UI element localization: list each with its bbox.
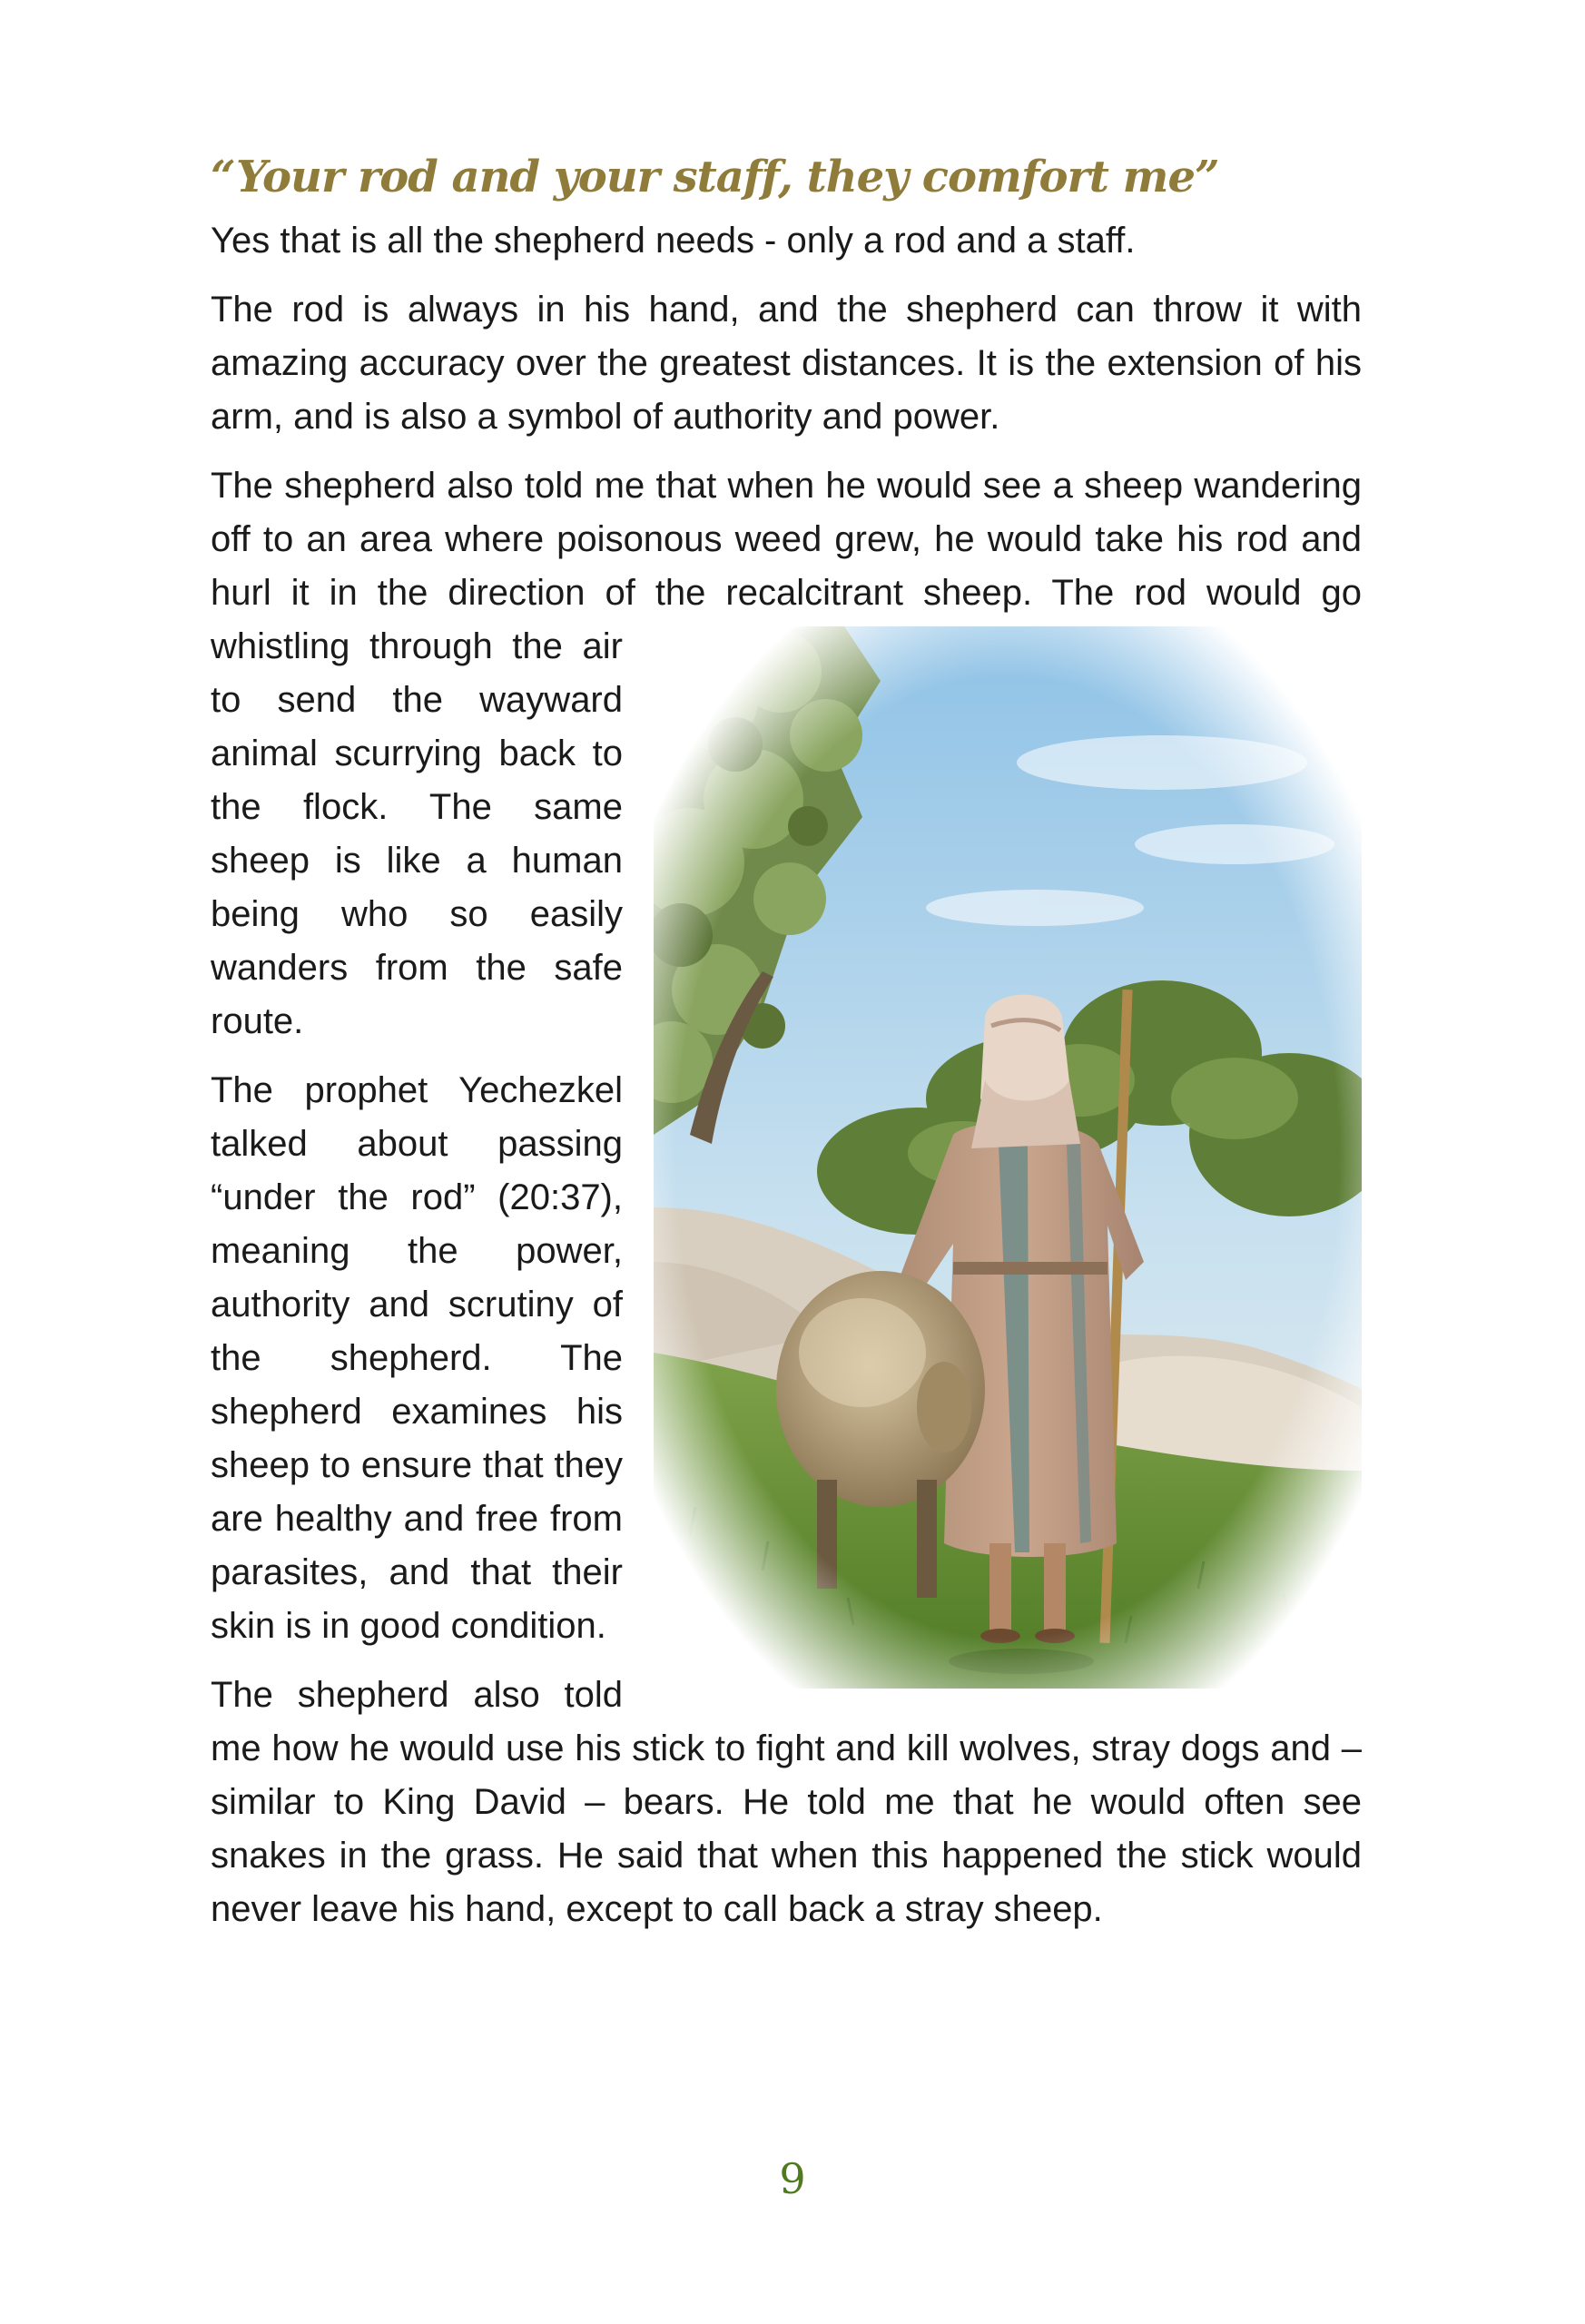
paragraph-wandering-sheep [211, 459, 1362, 1049]
shepherd-with-sheep-image [654, 626, 1362, 1689]
paragraph-wandering-sheep-lead: The shepherd also told me that when he would see a sheep wandering off to an area where poisonous weed grew, he would take his rod and hurl it in the direction of the recalcitrant sheep. The rod would [211, 466, 1362, 613]
paragraph-wandering-sheep-rest: go whistling through the air to send the wayward animal scurrying back to the flock. The same sheep is like a human being who so easily wanders from the safe route. [211, 573, 1362, 1041]
shepherd-photo [654, 626, 1362, 1689]
paragraph-intro: Yes that is all the shepherd needs - only a rod and a staff. [211, 221, 1136, 261]
paragraph-wolves: The shepherd also told me how he would use his stick to fight and kill wolves, stray dogs and – similar to King David – bears. He told me that he would often see snakes in the grass. He said that when this happened the stick would never leave his hand, except to call back a stray sheep. [211, 1675, 1362, 1929]
paragraph-rod: The rod is always in his hand, and the shepherd can throw it with amazing accuracy over the greatest distances. It is the extension of his arm, and is also a symbol of authority and power. [211, 290, 1362, 437]
paragraph-yechezkel: The prophet Yechezkel talked about passing “under the rod” (20:37), meaning the power, authority and scrutiny of the shepherd. The shepherd examines his sheep to ensure that they are healthy and free from parasites, and that their skin is in good condition. [211, 1070, 623, 1646]
page-number: 9 [779, 2154, 806, 2203]
body-text [211, 214, 1362, 1952]
section-heading: “Your rod and your staff, they comfort me” [211, 152, 1219, 202]
